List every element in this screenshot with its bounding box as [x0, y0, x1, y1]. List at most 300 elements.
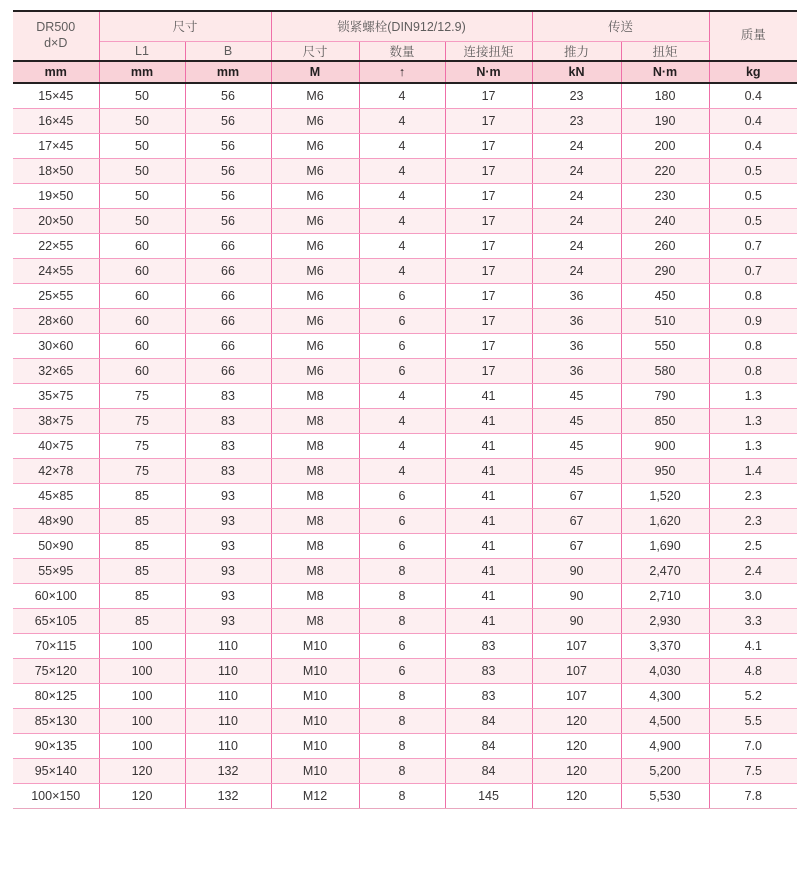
table-cell: 4 [359, 408, 445, 433]
subheader-quantity: 数量 [359, 41, 445, 61]
table-cell: 110 [185, 658, 271, 683]
table-cell: 17 [445, 83, 532, 109]
unit-cell-mm-1: mm [13, 61, 99, 83]
table-cell: 41 [445, 458, 532, 483]
table-cell: 17 [445, 283, 532, 308]
table-cell: 190 [621, 108, 709, 133]
table-cell: 41 [445, 558, 532, 583]
table-cell: 85 [99, 608, 185, 633]
table-cell: 83 [185, 383, 271, 408]
table-cell: 24 [532, 133, 621, 158]
table-cell: 17 [445, 158, 532, 183]
table-cell: M6 [271, 158, 359, 183]
row-label: 95×140 [13, 758, 99, 783]
table-row [13, 308, 797, 333]
table-cell: 93 [185, 608, 271, 633]
table-cell: 120 [99, 783, 185, 808]
table-cell: 0.8 [709, 283, 797, 308]
table-cell: 17 [445, 183, 532, 208]
table-cell: 56 [185, 108, 271, 133]
table-cell: 41 [445, 408, 532, 433]
table-cell: 5.2 [709, 683, 797, 708]
table-cell: 0.4 [709, 83, 797, 109]
table-cell: 75 [99, 433, 185, 458]
subheader-connect-torque: 连接扭矩 [445, 41, 532, 61]
table-cell: 56 [185, 158, 271, 183]
table-cell: 110 [185, 708, 271, 733]
table-cell: M6 [271, 208, 359, 233]
table-cell: 45 [532, 433, 621, 458]
table-cell: 4.8 [709, 658, 797, 683]
table-cell: 4 [359, 183, 445, 208]
table-cell: M6 [271, 183, 359, 208]
table-cell: 107 [532, 683, 621, 708]
table-cell: 60 [99, 283, 185, 308]
header-group-transmission: 传送 [532, 11, 709, 41]
table-cell: 0.4 [709, 108, 797, 133]
table-cell: M10 [271, 708, 359, 733]
table-cell: 120 [532, 708, 621, 733]
row-label: 38×75 [13, 408, 99, 433]
table-cell: 4.1 [709, 633, 797, 658]
table-cell: 75 [99, 383, 185, 408]
table-row [13, 758, 797, 783]
table-row [13, 458, 797, 483]
table-cell: 1.3 [709, 383, 797, 408]
table-cell: 23 [532, 108, 621, 133]
table-cell: 93 [185, 483, 271, 508]
row-label: 50×90 [13, 533, 99, 558]
table-cell: M6 [271, 133, 359, 158]
table-cell: 60 [99, 358, 185, 383]
table-cell: 1,520 [621, 483, 709, 508]
table-cell: 84 [445, 758, 532, 783]
header-group-row [13, 11, 797, 41]
table-cell: 580 [621, 358, 709, 383]
table-body [13, 83, 797, 809]
unit-cell-m: M [271, 61, 359, 83]
table-cell: 550 [621, 333, 709, 358]
table-row [13, 733, 797, 758]
table-cell: 6 [359, 333, 445, 358]
table-cell: 2.5 [709, 533, 797, 558]
table-cell: 0.9 [709, 308, 797, 333]
table-cell: 110 [185, 733, 271, 758]
table-cell: 24 [532, 233, 621, 258]
table-cell: M6 [271, 233, 359, 258]
table-row [13, 583, 797, 608]
table-cell: 3.3 [709, 608, 797, 633]
table-cell: 6 [359, 483, 445, 508]
table-cell: M6 [271, 283, 359, 308]
table-cell: 4 [359, 208, 445, 233]
table-cell: 17 [445, 308, 532, 333]
table-cell: 75 [99, 408, 185, 433]
row-label: 30×60 [13, 333, 99, 358]
table-cell: 4 [359, 233, 445, 258]
table-cell: 4 [359, 258, 445, 283]
table-cell: 4,500 [621, 708, 709, 733]
table-cell: 100 [99, 683, 185, 708]
unit-cell-nm-2: N·m [621, 61, 709, 83]
table-cell: 107 [532, 633, 621, 658]
table-cell: 66 [185, 258, 271, 283]
table-cell: 0.8 [709, 333, 797, 358]
table-cell: 24 [532, 183, 621, 208]
row-label: 15×45 [13, 83, 99, 109]
table-cell: 17 [445, 133, 532, 158]
table-cell: 4,900 [621, 733, 709, 758]
subheader-thrust: 推力 [532, 41, 621, 61]
table-cell: 1.4 [709, 458, 797, 483]
table-cell: 4,030 [621, 658, 709, 683]
table-cell: M8 [271, 608, 359, 633]
table-cell: 4 [359, 108, 445, 133]
table-cell: 83 [185, 458, 271, 483]
table-cell: 8 [359, 783, 445, 808]
row-label: 65×105 [13, 608, 99, 633]
subheader-torque: 扭矩 [621, 41, 709, 61]
table-cell: 60 [99, 333, 185, 358]
table-cell: M6 [271, 308, 359, 333]
table-cell: M6 [271, 108, 359, 133]
table-row [13, 108, 797, 133]
row-label: 48×90 [13, 508, 99, 533]
table-cell: 290 [621, 258, 709, 283]
row-label: 25×55 [13, 283, 99, 308]
table-cell: 83 [445, 683, 532, 708]
table-cell: 67 [532, 483, 621, 508]
table-row [13, 708, 797, 733]
table-cell: 5.5 [709, 708, 797, 733]
table-cell: 17 [445, 233, 532, 258]
row-label: 45×85 [13, 483, 99, 508]
table-cell: 850 [621, 408, 709, 433]
table-cell: 41 [445, 483, 532, 508]
row-label: 32×65 [13, 358, 99, 383]
table-cell: 41 [445, 383, 532, 408]
table-cell: 41 [445, 583, 532, 608]
table-cell: 93 [185, 583, 271, 608]
table-cell: 0.8 [709, 358, 797, 383]
table-cell: 7.0 [709, 733, 797, 758]
table-cell: 17 [445, 208, 532, 233]
table-cell: 41 [445, 533, 532, 558]
table-cell: 220 [621, 158, 709, 183]
table-cell: 6 [359, 508, 445, 533]
table-row [13, 408, 797, 433]
table-cell: 93 [185, 508, 271, 533]
table-cell: M6 [271, 358, 359, 383]
table-row [13, 233, 797, 258]
table-cell: 23 [532, 83, 621, 109]
table-cell: 8 [359, 733, 445, 758]
table-cell: 75 [99, 458, 185, 483]
table-cell: 56 [185, 83, 271, 109]
table-cell: 5,530 [621, 783, 709, 808]
table-cell: 240 [621, 208, 709, 233]
table-cell: M8 [271, 383, 359, 408]
table-cell: 2,930 [621, 608, 709, 633]
row-label: 19×50 [13, 183, 99, 208]
table-cell: M8 [271, 558, 359, 583]
table-cell: 6 [359, 658, 445, 683]
table-cell: M10 [271, 758, 359, 783]
table-cell: 8 [359, 583, 445, 608]
table-cell: 4 [359, 83, 445, 109]
model-sub: d×D [44, 35, 68, 50]
table-cell: 2,710 [621, 583, 709, 608]
table-cell: 60 [99, 308, 185, 333]
table-cell: 0.5 [709, 158, 797, 183]
header-group-dimensions: 尺寸 [99, 11, 271, 41]
table-cell: 83 [185, 408, 271, 433]
row-label: 100×150 [13, 783, 99, 808]
table-cell: 85 [99, 508, 185, 533]
table-cell: 85 [99, 483, 185, 508]
row-label: 18×50 [13, 158, 99, 183]
table-row [13, 783, 797, 808]
table-row [13, 158, 797, 183]
model-name: DR500 [36, 20, 76, 35]
table-cell: 66 [185, 358, 271, 383]
table-cell: 83 [445, 633, 532, 658]
unit-cell-kg: kg [709, 61, 797, 83]
table-cell: 1.3 [709, 408, 797, 433]
table-cell: M8 [271, 533, 359, 558]
table-cell: 17 [445, 358, 532, 383]
header-mass: 质量 [709, 11, 797, 61]
table-cell: 3.0 [709, 583, 797, 608]
header-sub-row [13, 41, 797, 61]
row-label: 35×75 [13, 383, 99, 408]
table-cell: 2.4 [709, 558, 797, 583]
table-cell: 8 [359, 608, 445, 633]
table-cell: 110 [185, 683, 271, 708]
table-cell: 93 [185, 558, 271, 583]
table-cell: 60 [99, 258, 185, 283]
table-cell: 83 [185, 433, 271, 458]
table-cell: 145 [445, 783, 532, 808]
table-cell: M6 [271, 258, 359, 283]
table-cell: 24 [532, 258, 621, 283]
table-cell: 6 [359, 633, 445, 658]
header-units-row [13, 61, 797, 83]
table-cell: 66 [185, 283, 271, 308]
table-cell: 950 [621, 458, 709, 483]
table-cell: 41 [445, 608, 532, 633]
table-cell: 180 [621, 83, 709, 109]
table-cell: 200 [621, 133, 709, 158]
table-cell: 107 [532, 658, 621, 683]
unit-cell-mm-2: mm [99, 61, 185, 83]
unit-cell-nm-1: N·m [445, 61, 532, 83]
row-label: 85×130 [13, 708, 99, 733]
table-cell: 50 [99, 108, 185, 133]
unit-cell-mm-3: mm [185, 61, 271, 83]
table-cell: 260 [621, 233, 709, 258]
table-cell: 2,470 [621, 558, 709, 583]
table-cell: 50 [99, 83, 185, 109]
table-cell: 2.3 [709, 508, 797, 533]
table-cell: 0.5 [709, 183, 797, 208]
table-cell: 4 [359, 133, 445, 158]
table-cell: 50 [99, 208, 185, 233]
row-label: 22×55 [13, 233, 99, 258]
table-row [13, 208, 797, 233]
table-row [13, 533, 797, 558]
table-cell: 36 [532, 308, 621, 333]
table-cell: 85 [99, 583, 185, 608]
table-cell: 110 [185, 633, 271, 658]
table-cell: 4 [359, 458, 445, 483]
table-cell: M10 [271, 658, 359, 683]
table-cell: 132 [185, 783, 271, 808]
table-cell: 0.4 [709, 133, 797, 158]
table-cell: 67 [532, 508, 621, 533]
table-cell: 60 [99, 233, 185, 258]
table-cell: 66 [185, 308, 271, 333]
table-cell: 67 [532, 533, 621, 558]
table-cell: M10 [271, 683, 359, 708]
table-cell: 93 [185, 533, 271, 558]
table-cell: 8 [359, 708, 445, 733]
table-cell: 4 [359, 158, 445, 183]
table-row [13, 558, 797, 583]
table-row [13, 183, 797, 208]
table-cell: 8 [359, 558, 445, 583]
table-cell: 90 [532, 608, 621, 633]
table-cell: 120 [532, 758, 621, 783]
table-cell: 2.3 [709, 483, 797, 508]
table-cell: 100 [99, 658, 185, 683]
table-cell: 230 [621, 183, 709, 208]
table-cell: 7.8 [709, 783, 797, 808]
table-row [13, 383, 797, 408]
table-cell: 510 [621, 308, 709, 333]
row-label: 90×135 [13, 733, 99, 758]
table-cell: 0.5 [709, 208, 797, 233]
table-cell: 120 [532, 733, 621, 758]
table-cell: 7.5 [709, 758, 797, 783]
row-label: 28×60 [13, 308, 99, 333]
table-cell: 6 [359, 308, 445, 333]
row-label: 20×50 [13, 208, 99, 233]
table-row [13, 683, 797, 708]
table-cell: 83 [445, 658, 532, 683]
table-cell: M8 [271, 583, 359, 608]
table-cell: 84 [445, 708, 532, 733]
table-cell: 5,200 [621, 758, 709, 783]
table-cell: 36 [532, 283, 621, 308]
row-label: 40×75 [13, 433, 99, 458]
table-cell: 85 [99, 558, 185, 583]
row-label: 80×125 [13, 683, 99, 708]
row-label: 42×78 [13, 458, 99, 483]
table-cell: M8 [271, 483, 359, 508]
table-cell: 41 [445, 508, 532, 533]
table-cell: 45 [532, 408, 621, 433]
table-cell: 24 [532, 158, 621, 183]
table-cell: 50 [99, 183, 185, 208]
table-cell: 3,370 [621, 633, 709, 658]
table-cell: 6 [359, 283, 445, 308]
table-cell: 900 [621, 433, 709, 458]
header-model [13, 11, 99, 61]
table-cell: 45 [532, 458, 621, 483]
table-row [13, 508, 797, 533]
table-cell: 8 [359, 758, 445, 783]
table-cell: 6 [359, 533, 445, 558]
table-cell: 17 [445, 258, 532, 283]
table-row [13, 433, 797, 458]
table-cell: 56 [185, 133, 271, 158]
table-row [13, 283, 797, 308]
table-cell: 4 [359, 383, 445, 408]
table-cell: 66 [185, 333, 271, 358]
row-label: 70×115 [13, 633, 99, 658]
table-row [13, 333, 797, 358]
row-label: 60×100 [13, 583, 99, 608]
table-cell: 24 [532, 208, 621, 233]
table-cell: 120 [532, 783, 621, 808]
table-cell: 100 [99, 708, 185, 733]
table-row [13, 133, 797, 158]
table-cell: 1,690 [621, 533, 709, 558]
unit-cell-quantity-arrow-icon: ↑ [359, 61, 445, 83]
table-cell: 100 [99, 633, 185, 658]
table-cell: 90 [532, 583, 621, 608]
table-row [13, 83, 797, 109]
table-cell: 50 [99, 158, 185, 183]
table-cell: 45 [532, 383, 621, 408]
table-cell: 17 [445, 333, 532, 358]
row-label: 55×95 [13, 558, 99, 583]
header-group-locking-bolt: 锁紧螺栓(DIN912/12.9) [271, 11, 532, 41]
table-cell: M6 [271, 83, 359, 109]
table-cell: M10 [271, 733, 359, 758]
table-cell: M12 [271, 783, 359, 808]
table-cell: 17 [445, 108, 532, 133]
table-cell: 790 [621, 383, 709, 408]
table-cell: 0.7 [709, 233, 797, 258]
table-cell: 132 [185, 758, 271, 783]
table-cell: 1.3 [709, 433, 797, 458]
table-cell: 41 [445, 433, 532, 458]
unit-cell-kn: kN [532, 61, 621, 83]
table-row [13, 483, 797, 508]
row-label: 16×45 [13, 108, 99, 133]
table-cell: 66 [185, 233, 271, 258]
subheader-b: B [185, 41, 271, 61]
spec-table [13, 10, 797, 809]
table-cell: M8 [271, 433, 359, 458]
table-cell: M10 [271, 633, 359, 658]
table-cell: 8 [359, 683, 445, 708]
table-cell: 0.7 [709, 258, 797, 283]
table-cell: 120 [99, 758, 185, 783]
table-cell: 4 [359, 433, 445, 458]
table-cell: 6 [359, 358, 445, 383]
table-cell: 100 [99, 733, 185, 758]
row-label: 17×45 [13, 133, 99, 158]
row-label: 75×120 [13, 658, 99, 683]
table-cell: 90 [532, 558, 621, 583]
subheader-l1: L1 [99, 41, 185, 61]
table-cell: 1,620 [621, 508, 709, 533]
table-row [13, 633, 797, 658]
table-row [13, 608, 797, 633]
